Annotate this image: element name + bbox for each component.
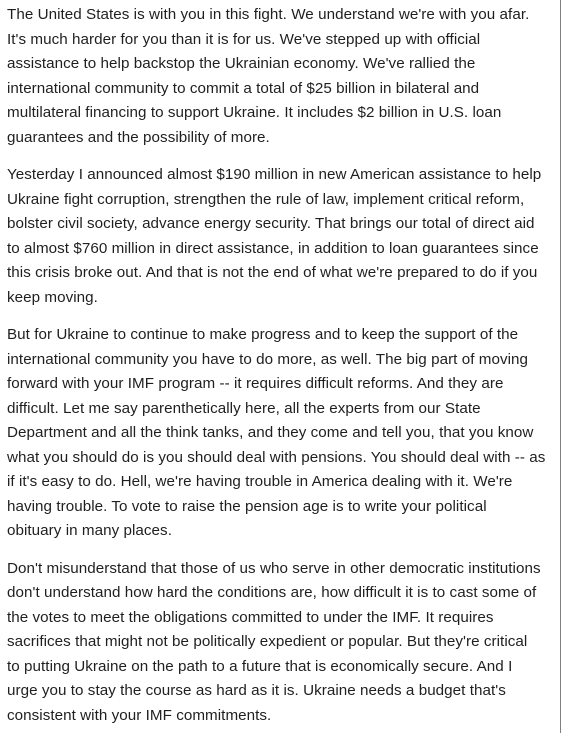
speech-paragraph-2: [7, 163, 555, 310]
text-line: Department and all the think tanks, and they come and tell you, that you know: [7, 424, 534, 441]
text-line: sacrifices that might not be politically expedient or popular. But they're critical: [7, 633, 528, 650]
text-line: to putting Ukraine on the path to a future that is economically secure. And I: [7, 657, 513, 675]
text-line: to almost $760 million in direct assistance, in addition to loan guarantees since: [7, 239, 539, 257]
text-line: this crisis broke out. And that is not the end of what we're prepared to do if you: [7, 264, 538, 281]
text-line: consistent with your IMF commitments.: [7, 706, 272, 724]
text-line: difficult. Let me say parenthetically here, all the experts from our State: [7, 399, 481, 417]
text-line: international community you have to do more, as well. The big part of moving: [7, 350, 529, 368]
text-line: keep moving.: [7, 288, 98, 306]
text-line: obituary in many places.: [7, 522, 172, 539]
text-line: Yesterday I announced almost $190 million in new American assistance to help: [7, 166, 542, 183]
text-line: But for Ukraine to continue to make progress and to keep the support of the: [7, 326, 519, 343]
text-line: assistance to help backstop the Ukrainian economy. We've rallied the: [7, 55, 476, 72]
text-line: bolster civil society, advance energy security. That brings our total of direct aid: [7, 215, 535, 232]
text-line: It's much harder for you than it is for us. We've stepped up with official: [7, 30, 481, 48]
text-line: having trouble. To vote to raise the pension age is to write your political: [7, 497, 487, 515]
text-line: international community to commit a total of $25 billion in bilateral and: [7, 79, 480, 97]
text-line: Ukraine fight corruption, strengthen the rule of law, implement critical reform,: [7, 190, 525, 208]
text-line: The United States is with you in this fight. We understand we're with you afar.: [7, 6, 530, 23]
text-line: urge you to stay the course as hard as it is. Ukraine needs a budget that's: [7, 682, 506, 699]
speech-paragraph-3: [7, 323, 555, 544]
text-line: guarantees and the possibility of more.: [7, 128, 270, 146]
speech-paragraph-4: [7, 557, 555, 729]
text-line: the votes to meet the obligations committed to under the IMF. It requires: [7, 608, 494, 626]
speech-paragraph-1: [7, 3, 555, 150]
text-line: Don't misunderstand that those of us who serve in other democratic institutions: [7, 559, 541, 577]
text-line: what you should do is you should deal with pensions. You should deal with -- as: [7, 448, 546, 466]
document-body: [7, 3, 561, 728]
text-line: if it's easy to do. Hell, we're having trouble in America dealing with it. We're: [7, 473, 513, 490]
text-line: forward with your IMF program -- it requires difficult reforms. And they are: [7, 375, 504, 392]
text-line: multilateral financing to support Ukraine. It includes $2 billion in U.S. loan: [7, 104, 502, 121]
text-line: don't understand how hard the conditions are, how difficult it is to cast some of: [7, 584, 537, 601]
